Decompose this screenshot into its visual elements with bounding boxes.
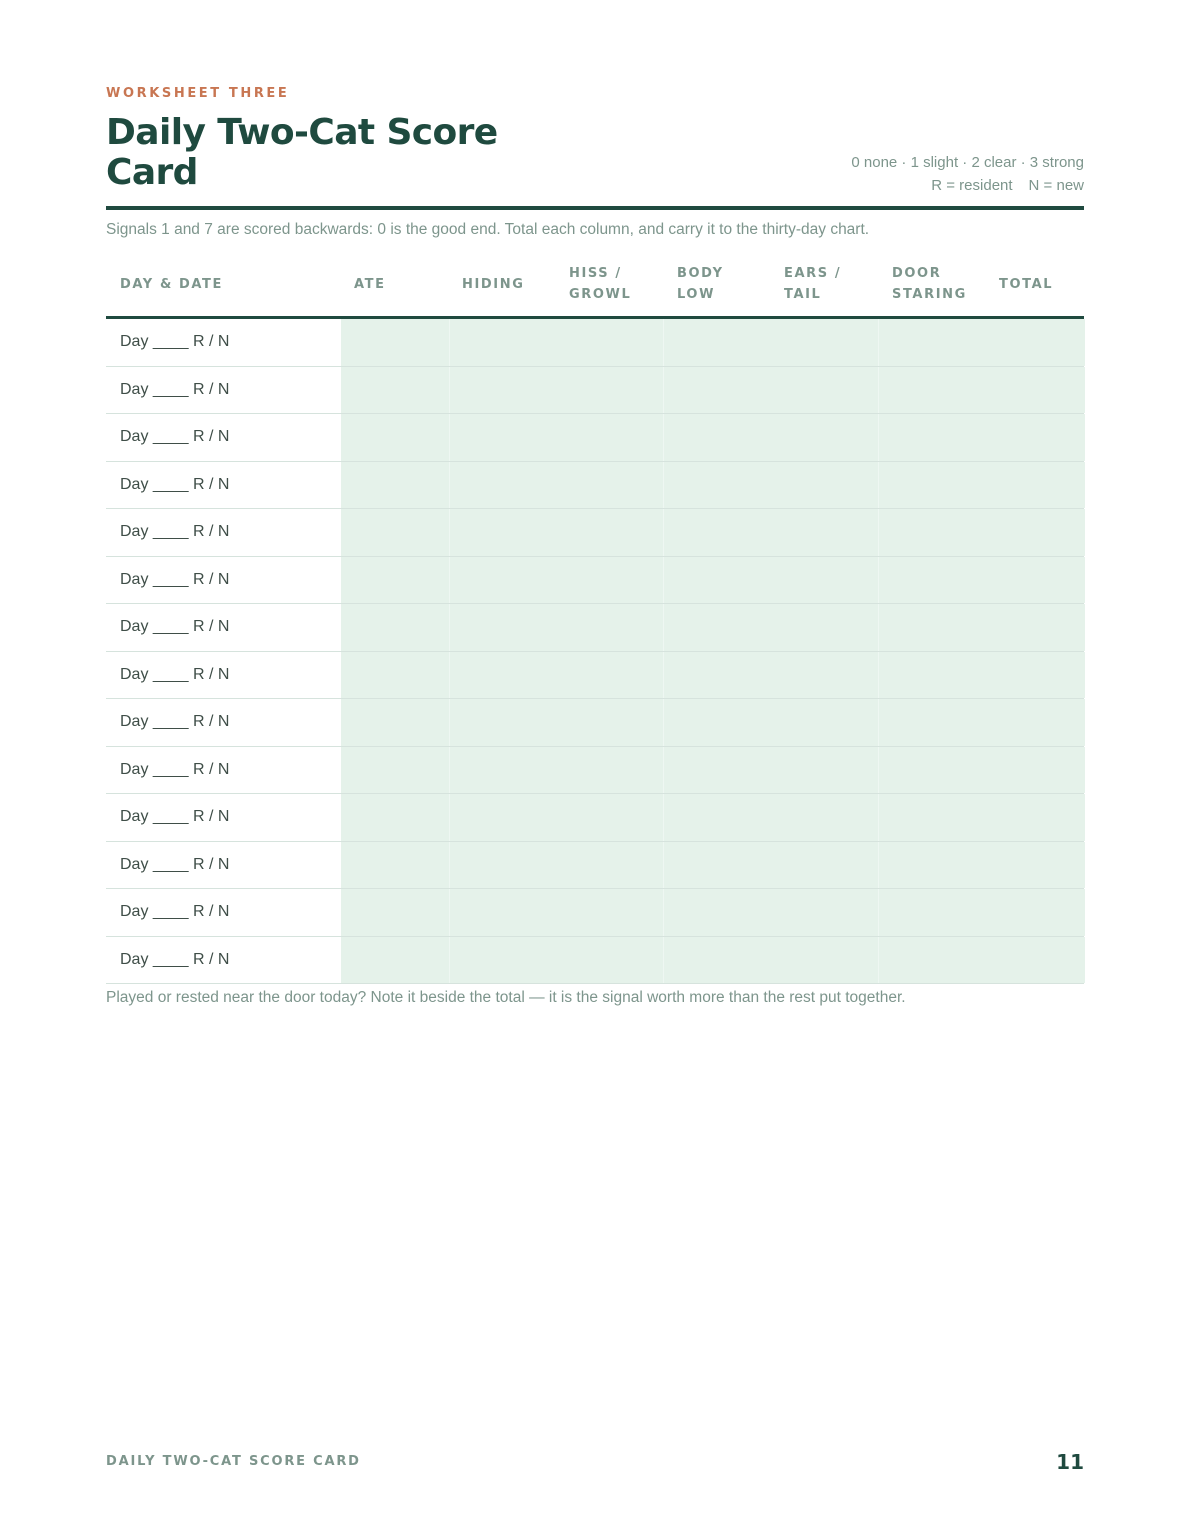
score-cell[interactable] [341,937,449,984]
score-cell[interactable] [449,937,664,984]
score-cell[interactable] [341,414,449,461]
table-row [106,604,1084,652]
column-header-line: HISS / [569,266,622,281]
table-row [106,509,1084,557]
day-date-label: Day ____ R / N [120,570,230,588]
score-cell[interactable] [341,319,449,366]
score-cell[interactable] [449,367,664,414]
score-cell[interactable] [878,937,1085,984]
score-cell[interactable] [663,367,879,414]
score-cell[interactable] [449,509,664,556]
column-header-line: TAIL [784,287,822,302]
score-cell[interactable] [341,889,449,936]
score-cell[interactable] [663,842,879,889]
score-table [106,252,1084,984]
score-cell[interactable] [341,794,449,841]
column-header-line: LOW [677,287,716,302]
day-date-label: Day ____ R / N [120,523,230,540]
column-header-line: ATE [354,276,386,292]
footer-label: DAILY TWO-CAT SCORE CARD [106,1454,361,1469]
score-cell[interactable] [341,652,449,699]
score-cell[interactable] [449,842,664,889]
day-date-label: Day ____ R / N [120,760,230,778]
column-header [462,252,525,316]
score-cell[interactable] [663,699,879,746]
score-cell[interactable] [449,557,664,604]
score-cell[interactable] [663,319,879,366]
score-cell[interactable] [878,367,1085,414]
score-cell[interactable] [449,319,664,366]
day-date-label: Day ____ R / N [120,808,230,825]
score-cell[interactable] [878,747,1085,794]
column-header-line: DAY & DATE [120,276,224,292]
table-row [106,747,1084,795]
score-cell[interactable] [341,842,449,889]
day-date-label: Day ____ R / N [120,333,230,350]
table-row [106,699,1084,747]
table-row [106,462,1084,510]
day-date-label: Day ____ R / N [120,380,230,398]
day-date-label: Day ____ R / N [120,428,230,445]
score-cell[interactable] [449,414,664,461]
score-cell[interactable] [449,604,664,651]
score-cell[interactable] [878,414,1085,461]
score-cell[interactable] [878,604,1085,651]
score-cell[interactable] [449,889,664,936]
legend-resident: R = resident [931,177,1013,194]
legend-cats [851,174,1084,197]
score-cell[interactable] [449,462,664,509]
day-date-label: Day ____ R / N [120,618,230,635]
table-row [106,414,1084,462]
score-cell[interactable] [449,652,664,699]
title-rule [106,206,1084,210]
score-cell[interactable] [878,889,1085,936]
score-cell[interactable] [663,509,879,556]
section-eyebrow: WORKSHEET THREE [106,86,290,101]
table-row [106,319,1084,367]
column-header [120,252,223,316]
score-cell[interactable] [341,604,449,651]
score-cell[interactable] [341,557,449,604]
score-legend [851,151,1084,197]
table-row [106,652,1084,700]
score-cell[interactable] [663,462,879,509]
score-cell[interactable] [663,604,879,651]
score-cell[interactable] [663,414,879,461]
score-cell[interactable] [449,747,664,794]
score-cell[interactable] [878,462,1085,509]
column-header [999,252,1053,316]
column-header-line: EARS / [784,266,842,281]
page-title: Daily Two-Cat Score Card [106,112,498,193]
intro-note: Signals 1 and 7 are scored backwards: 0 is the good end. Total each column, and carry it to the thirty-day chart. [106,221,870,238]
score-cell[interactable] [878,652,1085,699]
page-number: 11 [1056,1450,1084,1474]
score-cell[interactable] [663,652,879,699]
column-header [892,252,967,316]
legend-new: N = new [1028,177,1084,194]
column-header-line: TOTAL [999,276,1054,292]
table-row [106,889,1084,937]
column-header [677,252,724,316]
table-row [106,937,1084,985]
score-cell[interactable] [341,509,449,556]
door-footnote: Played or rested near the door today? Note it beside the total — it is the signal worth more than the rest put together. [106,989,906,1006]
column-header-line: GROWL [569,287,632,302]
day-date-label: Day ____ R / N [120,950,230,968]
score-cell[interactable] [663,747,879,794]
score-cell[interactable] [449,794,664,841]
table-row [106,794,1084,842]
score-cell[interactable] [341,699,449,746]
score-cell[interactable] [878,319,1085,366]
table-row [106,557,1084,605]
score-cell[interactable] [449,699,664,746]
score-cell[interactable] [663,889,879,936]
column-header-line: HIDING [462,276,525,292]
day-date-label: Day ____ R / N [120,665,230,683]
score-cell[interactable] [341,462,449,509]
column-header [569,252,631,316]
table-header [106,252,1084,319]
score-cell[interactable] [878,699,1085,746]
day-date-label: Day ____ R / N [120,713,230,730]
table-row [106,367,1084,415]
score-cell[interactable] [878,842,1085,889]
table-body [106,319,1084,984]
day-date-label: Day ____ R / N [120,475,230,493]
column-header [784,252,841,316]
column-header [354,252,386,316]
legend-scale: 0 none · 1 slight · 2 clear · 3 strong [851,154,1084,171]
score-cell[interactable] [878,509,1085,556]
day-date-label: Day ____ R / N [120,903,230,920]
score-cell[interactable] [663,557,879,604]
table-row [106,842,1084,890]
score-cell[interactable] [341,747,449,794]
day-date-label: Day ____ R / N [120,855,230,873]
column-header-line: STARING [892,287,967,302]
score-cell[interactable] [663,794,879,841]
score-cell[interactable] [878,794,1085,841]
column-header-line: BODY [677,266,724,281]
score-cell[interactable] [878,557,1085,604]
column-header-line: DOOR [892,266,942,281]
score-cell[interactable] [663,937,879,984]
score-cell[interactable] [341,367,449,414]
